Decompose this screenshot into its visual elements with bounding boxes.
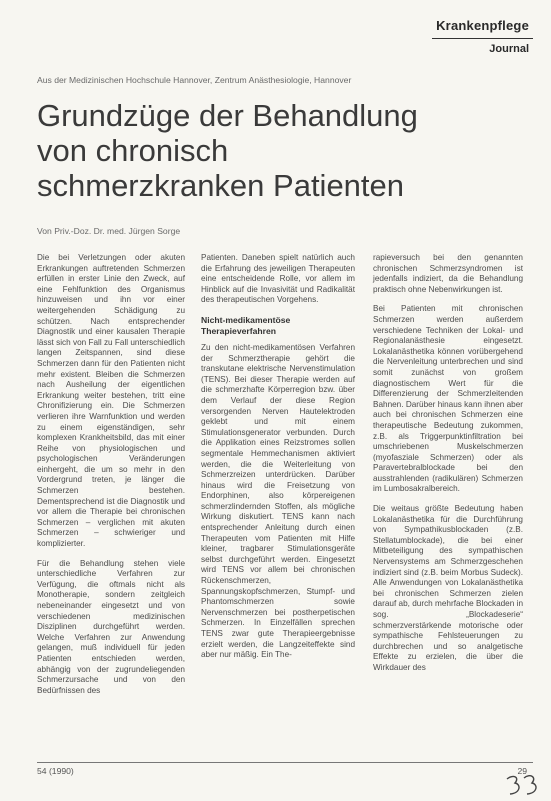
article-title <box>37 98 418 203</box>
paragraph: Die bei Verletzungen oder akuten Erkrankungen auftretenden Schmerzen erfüllen in erster Linie den Zweck, auf eine Fehlfunktion des Organismus hinzuweisen und ihn vor einer weitergehenden Schädigung zu schützen. Nach entsprechender Diagnostik und einer kausalen Therapie lässt sich von Fall zu Fall unterschiedlich langen Zeitspannen, sind diese Schmerzen dann für den Patienten nicht mehr existent. Bleiben die Schmerzen nach Ausheilung der eigentlichen Erkrankung weiter bestehen, tritt eine Chronifizierung ein. Die Schmerzen verlieren ihre Warnfunktion und werden zu einem eigenständigen, sehr komplexen Krankheitsbild, das mit einer Reihe von physiologischen und psychologischen Veränderungen einhergeht, die um so mehr in den Vordergrund treten, je länger die Schmerzen bestehen. Dementsprechend ist die Diagnostik und vor allem die Therapie bei chronischen Schmerzen – verglichen mit akuten Schmerzen – schwieriger und komplizierter. <box>37 253 185 549</box>
title-line-1: Grundzüge der Behandlung <box>37 98 418 133</box>
text-column-1 <box>37 253 185 705</box>
paragraph: Für die Behandlung stehen viele unterschiedliche Verfahren zur Verfügung, die oftmals nicht als Monotherapie, sondern zeitgleich nebeneinander eingesetzt und von verschiedenen medizinischen Disziplinen durchgeführt werden. Welche Verfahren zur Anwendung gelangen, muß individuell für jeden Patienten entschieden werden, abhängig von der zugrundeliegenden Schmerzursache und von den Bedürfnissen des <box>37 558 185 695</box>
section-heading: Nicht-medikamentöse Therapieverfahren <box>201 314 291 336</box>
handwritten-page-mark <box>503 773 541 799</box>
paragraph: Patienten. Daneben spielt natürlich auch die Erfahrung des jeweiligen Therapeuten eine entscheidende Rolle, vor allem im Hinblick auf die Invasivität und Radikalität des therapeutischen Vorgehens. <box>201 253 355 305</box>
header-rule <box>432 38 533 39</box>
journal-name-line2: Journal <box>489 43 529 55</box>
issue-number: 54 (1990) <box>37 766 74 776</box>
journal-name-line1: Krankenpflege <box>436 18 529 33</box>
affiliation: Aus der Medizinischen Hochschule Hannover, Zentrum Anästhesiologie, Hannover <box>37 75 352 85</box>
text-column-2 <box>201 253 355 670</box>
paragraph: Die weitaus größte Bedeutung haben Lokalanästhetika für die Durchführung von Sympathikusblockaden (z.B. Stellatumblockade), die bei einer Mitbeteiligung des sympathischen Nervensystems am Schmerzgeschehen indiziert sind (z.B. beim Morbus Sudeck). Alle Anwendungen von Lokalanästhetika bei chronischen Schmerzen zielen darauf ab, durch mehrfache Blockaden in sog. „Blockadeserie“ schmerzverstärkende motorische oder sympathische Fehlsteuerungen zu durchbrechen und so analgetische Effekte zu erzielen, die über die Wirkdauer des <box>373 504 523 672</box>
page-number: 29 <box>517 766 527 776</box>
footer-rule <box>37 762 533 763</box>
author-line: Von Priv.-Doz. Dr. med. Jürgen Sorge <box>37 226 181 236</box>
paragraph: Bei Patienten mit chronischen Schmerzen werden außerdem verschiedene Techniken der Lokal- und Regionalanästhesie eingesetzt. Lokalanästhetika können vorübergehend die Nervenleitung unterbrechen und sind somit zunächst von großem diagnostischem Wert für die Differenzierung der Schmerzleitenden Bahnen. Darüber hinaus kann ihnen aber auch bei chronischen Schmerzen eine therapeutische Bedeutung zukommen, z.B. als Triggerpunktinfiltration bei umschriebenen Muskelschmerzen (myofasziale Schmerzen) oder als Paravertebralblockade bei den ausstrahlenden (radikulären) Schmerzen im Lumbosakralbereich. <box>373 304 523 494</box>
paragraph: rapieversuch bei den genannten chronischen Schmerzsyndromen ist jedenfalls indiziert, da die Behandlung praktisch ohne Nebenwirkungen ist. <box>373 253 523 294</box>
title-line-3: schmerzkranken Patienten <box>37 168 405 203</box>
text-column-3 <box>373 253 523 683</box>
paragraph: Zu den nicht-medikamentösen Verfahren der Schmerztherapie gehört die transkutane elektrische Nervenstimulation (TENS). Bei dieser Therapie werden auf die schmerzhafte Körperregion bzw. über dem Verlauf der diese Region versorgenden Nerven Hautelektroden geklebt und mit einem Stimulationsgenerator verbunden. Durch die Applikation eines Reizstromes sollen segmentale Hemmechanismen aktiviert werden, die die Weiterleitung von Schmerzreizen unterdrücken. Darüber hinaus wird die Freisetzung von Endorphinen, also körpereigenen schmerzlindernden Stoffen, als mögliche Wirkung diskutiert. TENS kann nach entsprechender Anleitung durch einen Therapeuten vom Patienten mit Hilfe kleiner, tragbarer Stimulationsgeräte selbst durchgeführt werden. Eingesetzt wird TENS vor allem bei chronischen Rückenschmerzen, Spannungskopfschmerzen, Stumpf- und Phantomschmerzen sowie Nervenschmerzen bei postherpetischen Schmerzen. In Einzelfällen sprechen TENS zwar gute Therapieergebnisse erzielt werden, die Langzeiteffekte sind aber nur mäßig. Ein The- <box>201 342 355 660</box>
title-line-2: von chronisch <box>37 133 229 168</box>
